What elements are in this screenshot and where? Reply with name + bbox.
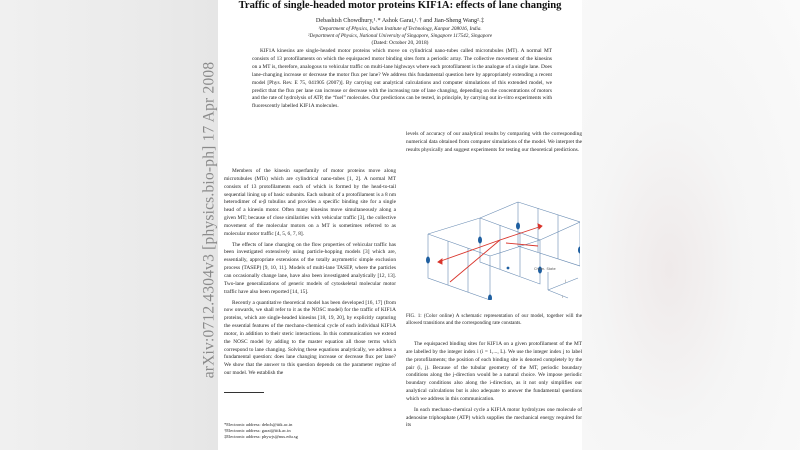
microtubule-lattice-diagram (408, 190, 580, 300)
paragraph: The equispaced binding sites for KIF1A on a given protofilament of the MT are labelled by the integer index i (i = 1,..., L). We use the integer index j to label the protofilaments; the position of each binding site is denoted completely by the pair (i, j). Because of the tubular geometry of the MT, periodic boundary conditions along the j-direction would be a natural choice. We impose periodic boundary conditions also along the i-direction, as it not only simplifies our analytical calculations but is also adequate to answer the fundamental questions which we address in this communication. (406, 341, 582, 402)
paper-page (218, 0, 582, 450)
paragraph: The effects of lane changing on the flow properties of vehicular traffic has been investigated extensively using particle-hopping models [3] which are, essentially, appropriate extensions of the totally asymmetric simple exclusion process (TASEP) [9, 10, 11]. Models of multi-lane TASEP, where the particles can occasionally change lane, have also been investigated analytically [12, 13]. Two-lane generalizations of generic models of cytoskeletal molecular motor traffic have also been reported [14, 15]. (224, 241, 396, 295)
footnote: ‡Electronic address: phywjs@nus.edu.sg (224, 434, 298, 440)
paper-title: Traffic of single-headed motor proteins KIF1A: effects of lane changing (238, 0, 562, 11)
abstract (252, 48, 552, 111)
paragraph: Recently a quantitative theoretical model has been developed [16, 17] (from now onwards, we shall refer to it as the NOSC model) for the traffic of KIF1A proteins, which are single-headed kinesins [18, 19, 20], by explicitly capturing the essential features of the mechano-chemical cycle of each individual KIF1A motor, in addition to their steric interactions. In this communication we extend the NOSC model by adding to the master equation all those terms which correspond to lane changing. Solving these equations analytically, we address a fundamental question: does lane changing increase or decrease flux per lane? We show that the answer to this question depends on the parameter regime of our model. We establish the (224, 299, 396, 377)
background-right (582, 0, 800, 450)
footnotes (224, 422, 396, 441)
authors: Debashish Chowdhury,¹˒* Ashok Garai,¹˒† and Jian-Sheng Wang²˒‡ (315, 17, 485, 24)
footnote: †Electronic address: garai@iitk.ac.in (224, 428, 291, 434)
abstract-text: KIF1A kinesins are single-headed motor proteins which move on cylindrical nano-tubes called microtubules (MT). A normal MT consists of 13 protofilaments on which the equispaced motor binding sites form a periodic array. The collective movement of the kinesins on a MT is, therefore, analogous to vehicular traffic on multi-lane highways where each protofilament is the analogue of a single lane. Does lane-changing increase or decrease the motor flux per lane? We address this fundamental question here by appropriately extending a recent model [Phys. Rev. E 75, 041905 (2007)]. By carrying out analytical calculations and computer simulations of this extended model, we predict that the flux per lane can increase or decrease with the increasing rate of lane changing, depending on the concentrations of motors and the rate of hydrolysis of ATP, the “fuel” molecules. Our predictions can be tested, in principle, by carrying out in-vitro experiments with fluorescently labelled KIF1A molecules. (252, 48, 552, 110)
left-column (224, 168, 396, 381)
affiliation-2: ²Department of Physics, National University of Singapore, Singapore 117542, Singapore (307, 33, 493, 39)
paragraph: In each mechano-chemical cycle a KIF1A motor hydrolyzes one molecule of adenosine triphosphate (ATP) which supplies the mechanical energy required for its (406, 406, 582, 429)
background-left (0, 0, 218, 450)
right-column-bottom (406, 341, 582, 433)
axis-j-label: j (565, 279, 566, 283)
affiliation-1: ¹Department of Physics, Indian Institute of Technology, Kanpur 208016, India. (318, 26, 482, 32)
footnote-rule (224, 392, 264, 393)
footnote: *Electronic address: debch@iitk.ac.in (224, 422, 293, 427)
paragraph: levels of accuracy of our analytical results by comparing with the corresponding numerical data obtained from computer simulations of the model. We interpret the results physically and suggest experiments for testing our theoretical predictions. (406, 131, 582, 153)
paragraph: Members of the kinesin superfamily of motor proteins move along microtubules (MTs) which are cylindrical nano-tubes [1, 2]. A normal MT consists of 13 protofilaments each of which is formed by the head-to-tail sequential lining up of basic subunits. Each subunit of a protofilament is a 8 nm heterodimer of α-β tubulins and provides a specific binding site for a single head of a kinesin motor. Often many kinesins move simultaneously along a given MT; because of close similarities with vehicular traffic [3], the collective movement of the molecular motors on a MT is sometimes referred to as molecular motor traffic [4, 5, 6, 7, 8]. (224, 168, 396, 237)
right-column-top (406, 131, 582, 158)
figure-1-schematic (408, 190, 580, 300)
axis-i-label: i (562, 295, 563, 299)
chem-state-label: Chem. State (534, 267, 556, 271)
dated-line: (Dated: October 20, 2018) (371, 40, 429, 46)
arxiv-stamp-text: arXiv:0712.4304v3 [physics.bio-ph] 17 Apr 2008 (200, 61, 217, 379)
figure-caption: FIG. 1: (Color online) A schematic representation of our model, together will the allowed transitions and the corresponding rate constants. (406, 313, 582, 327)
